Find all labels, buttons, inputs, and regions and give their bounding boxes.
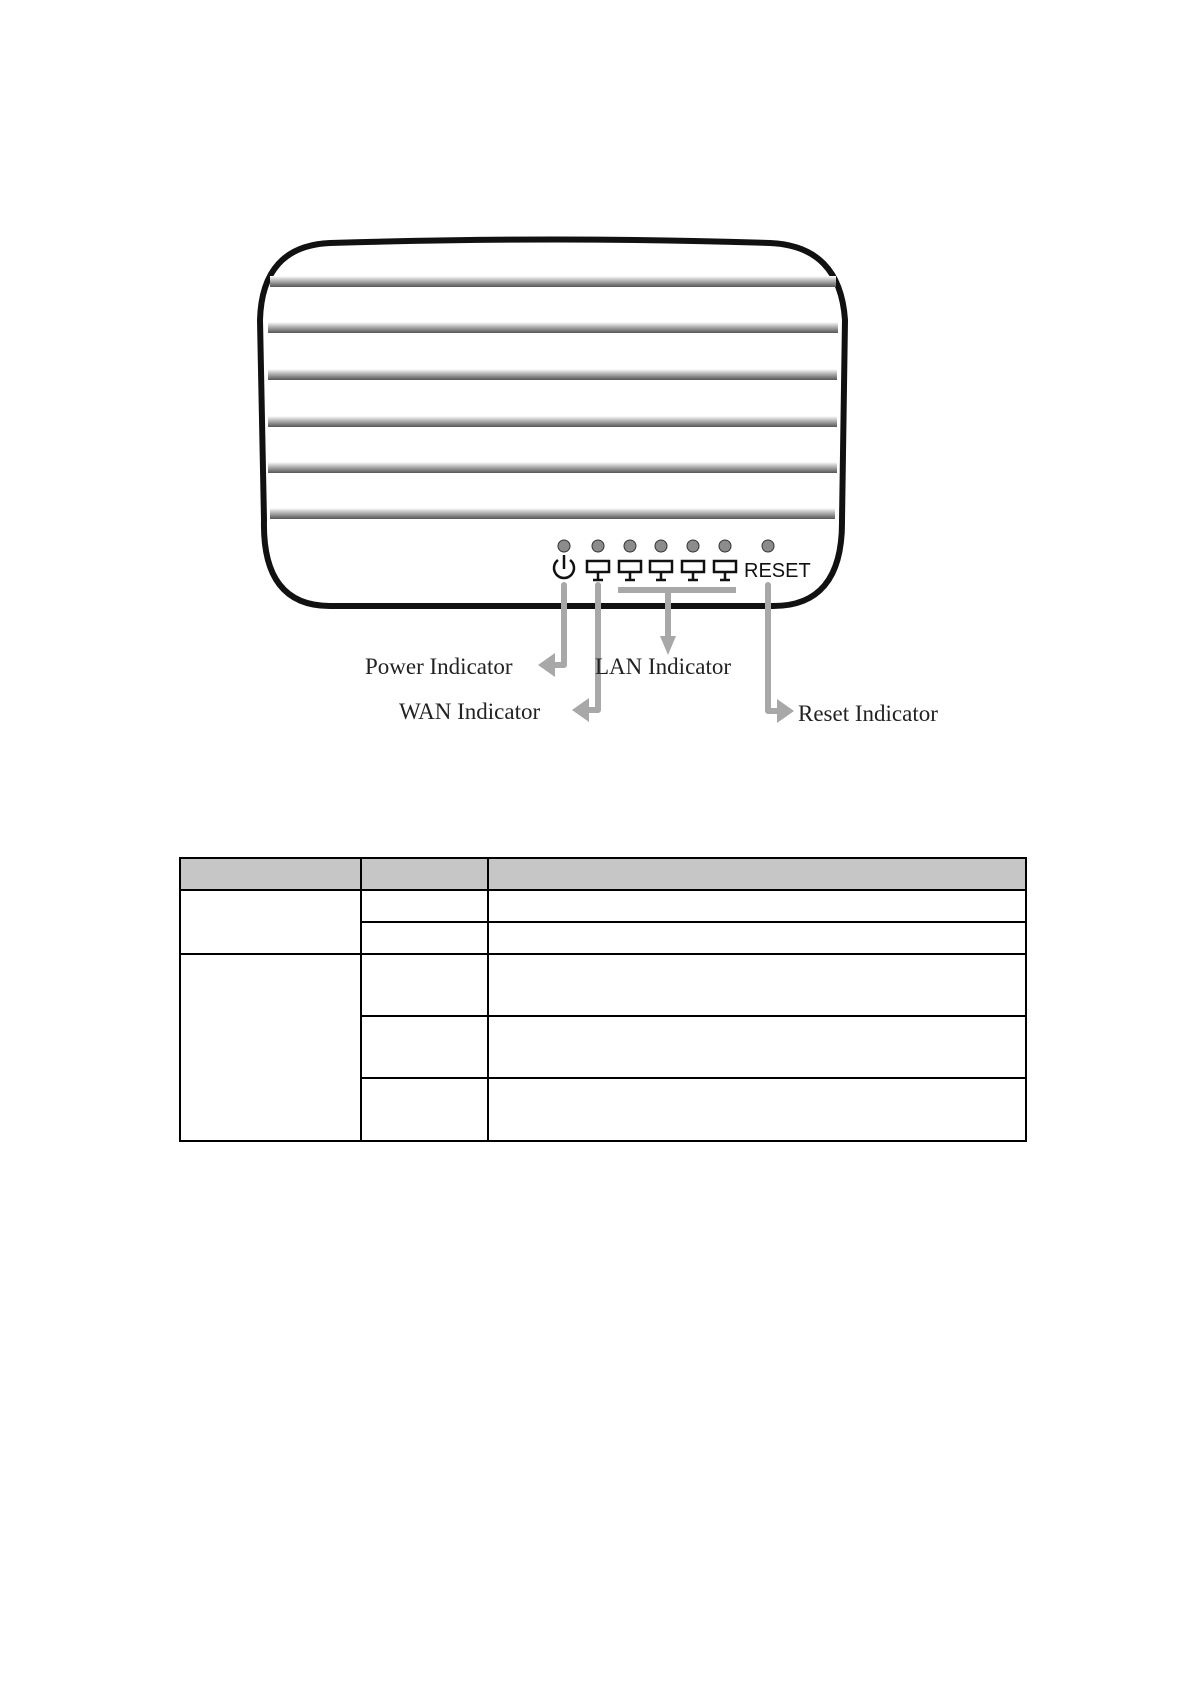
table-cell [361,890,488,922]
table-cell [180,890,361,954]
header-cell [488,858,1026,890]
lan-bracket [618,587,736,593]
header-cell [180,858,361,890]
table-header-row [180,858,1026,890]
vent-slat [268,369,837,380]
vent-slat [270,508,835,519]
wan-arrow-head [572,698,589,722]
table-cell [488,1078,1026,1141]
table-cell [488,922,1026,954]
vent-slat [268,462,837,473]
vent-slat [268,416,837,427]
table-cell [361,1016,488,1078]
lan-led-3 [687,540,699,552]
table-cell [361,922,488,954]
wan-indicator-label: WAN Indicator [399,699,541,724]
indicator-table [179,857,1027,1142]
table-cell [361,954,488,1016]
lan-led-2 [655,540,667,552]
reset-label: RESET [744,560,811,582]
power-arrow-head [538,653,555,677]
table-row [180,954,1026,1016]
lan-led-4 [719,540,731,552]
reset-arrow-head [777,699,794,723]
vent-slat [268,322,838,333]
power-led [558,540,570,552]
lan-led-1 [624,540,636,552]
vent-slat [270,276,836,287]
table-cell [488,1016,1026,1078]
power-indicator-label: Power Indicator [365,654,513,679]
arrow-heads [538,636,794,723]
table-cell [488,890,1026,922]
wan-led [592,540,604,552]
reset-led [762,540,774,552]
router-front-panel-diagram [0,0,1188,760]
table-cell [180,954,361,1141]
table-cell [361,1078,488,1141]
table-row [180,890,1026,922]
lan-arrow-head [660,636,676,655]
reset-indicator-label: Reset Indicator [798,701,938,726]
lan-indicator-label: LAN Indicator [595,654,732,679]
header-cell [361,858,488,890]
table-cell [488,954,1026,1016]
